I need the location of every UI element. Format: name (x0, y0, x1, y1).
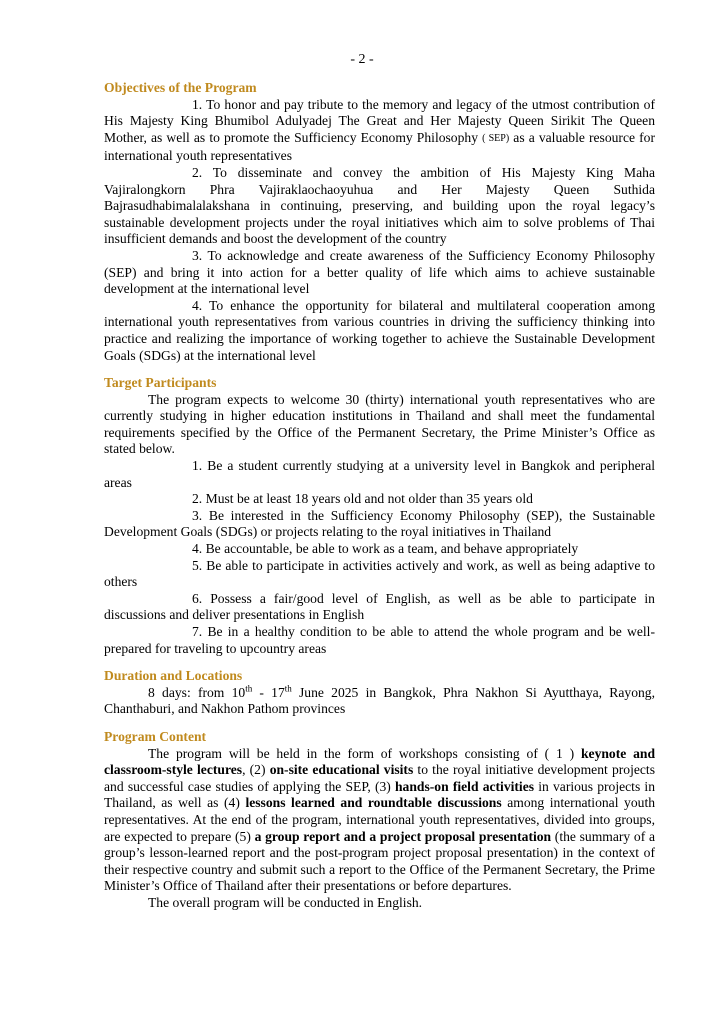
item-number: 4. (192, 541, 203, 557)
item-abbrev: ( SEP) (482, 132, 510, 144)
content-text: in various projects in Thailand, as well as (4) (104, 778, 655, 811)
content-section (104, 729, 655, 912)
content-paragraph-1 (104, 746, 655, 895)
content-bold: a group report and a project proposal presentation (254, 828, 552, 844)
content-bold: lessons learned and roundtable discussions (245, 795, 502, 811)
item-text: To enhance the opportunity for bilateral and multilateral cooperation among international youth representatives from various countries in driving the sufficiency thinking into practice and realizing the importance of working together to achieve the Sustainable Development Goals (SDGs) at the international level (104, 297, 656, 363)
target-item-1 (104, 458, 655, 491)
content-text: , (2) (242, 762, 270, 778)
objective-item-1 (104, 97, 655, 165)
target-section (104, 375, 655, 657)
duration-suffix: June 2025 in Bangkok, Phra Nakhon Si Ayutthaya, Rayong, Chanthaburi, and Nakhon Pathom provinces (104, 684, 655, 717)
item-text: To honor and pay tribute to the memory and legacy of the utmost contribution of His Majesty King Bhumibol Adulyadej The Great and Her Majesty Queen Sirikit The Queen Mother, as well as to promote the Sufficiency Economy Philosophy (104, 96, 655, 145)
item-number: 6. (192, 590, 203, 606)
objective-item-3 (104, 248, 655, 298)
item-number: 5. (192, 557, 203, 573)
item-number: 1. (192, 96, 203, 112)
target-item-3 (104, 508, 655, 541)
content-text: The program will be held in the form of workshops consisting of ( 1 ) (148, 745, 581, 761)
duration-section (104, 668, 655, 718)
objectives-section (104, 80, 655, 364)
page-number: - 2 - (350, 52, 374, 67)
content-text: (the summary of a group’s lesson-learned report and the post-program project proposal presentation) in the context of their respective country and submit such a report to the Office of the Permanent Secretary, the Prime Minister’s Office of Thailand after their presentations or before departures. (104, 828, 655, 894)
item-text: Be able to participate in activities actively and work, as well as being adaptive to others (104, 557, 655, 590)
duration-prefix: 8 days: from 10 (148, 684, 246, 700)
item-number: 2. (192, 164, 203, 180)
target-intro: The program expects to welcome 30 (thirty) international youth representatives who are currently studying in higher education institutions in Thailand and shall meet the fundamental requirements specified by the Office of the Permanent Secretary, the Prime Minister’s Office as stated below. (104, 391, 655, 457)
target-item-5 (104, 558, 655, 591)
duration-sup-2: th (284, 683, 292, 694)
item-text: Must be at least 18 years old and not older than 35 years old (205, 491, 533, 507)
content-heading: Program Content (104, 728, 207, 744)
objectives-heading: Objectives of the Program (104, 80, 257, 95)
target-item-4 (104, 541, 655, 558)
item-number: 2. (192, 491, 203, 507)
duration-mid: - 17 (252, 684, 285, 700)
item-text: Be a student currently studying at a university level in Bangkok and peripheral areas (104, 458, 655, 490)
objective-item-2 (104, 165, 655, 248)
item-number: 4. (192, 297, 203, 313)
duration-heading: Duration and Locations (104, 668, 243, 684)
item-number: 3. (192, 507, 203, 523)
duration-text (104, 685, 655, 718)
item-text: To disseminate and convey the ambition of His Majesty King Maha Vajiralongkorn Phra Vajiraklaochaoyuhua and Her Majesty Queen Suthida Bajrasudhabimalalakshana in continuing, preserving, and building upon the royal legacy’s sustainable development projects under the royal initiatives which aim to solve problems of Thai insufficient demands and boost the development of the country (104, 164, 656, 247)
item-text: To acknowledge and create awareness of the Sufficiency Economy Philosophy (SEP) and bring it into action for a better quality of life which aims to achieve sustainable development at the international level (104, 247, 656, 297)
target-item-7 (104, 624, 655, 657)
item-text: Possess a fair/good level of English, as well as be able to participate in discussions and deliver presentations in English (104, 590, 655, 623)
content-text: among international youth representatives. At the end of the program, international youth representatives, divided into groups, are expected to prepare (5) (104, 795, 656, 844)
item-number: 3. (192, 247, 203, 263)
objective-item-4 (104, 298, 655, 364)
duration-sup-1: th (245, 683, 253, 694)
item-text: Be in a healthy condition to be able to attend the whole program and be well-prepared for traveling to upcountry areas (104, 624, 655, 656)
content-bold: on-site educational visits (269, 762, 414, 778)
item-text: as a valuable resource for international youth representatives (104, 129, 655, 164)
content-text: to the royal initiative development projects and successful case studies of applying the SEP, (3) (104, 762, 655, 794)
target-item-6 (104, 591, 655, 624)
document-body (104, 80, 655, 923)
item-text: Be accountable, be able to work as a team, and behave appropriately (205, 541, 579, 557)
item-number: 7. (192, 624, 203, 639)
content-paragraph-2: The overall program will be conducted in English. (148, 894, 423, 910)
item-number: 1. (192, 458, 203, 474)
target-heading: Target Participants (104, 375, 217, 391)
content-bold: hands-on field activities (395, 778, 535, 794)
target-item-2 (104, 491, 655, 508)
content-bold: keynote and classroom-style lectures (104, 745, 656, 778)
item-text: Be interested in the Sufficiency Economy Philosophy (SEP), the Sustainable Development Goals (SDGs) or projects relating to the royal initiatives in Thailand (104, 507, 655, 540)
